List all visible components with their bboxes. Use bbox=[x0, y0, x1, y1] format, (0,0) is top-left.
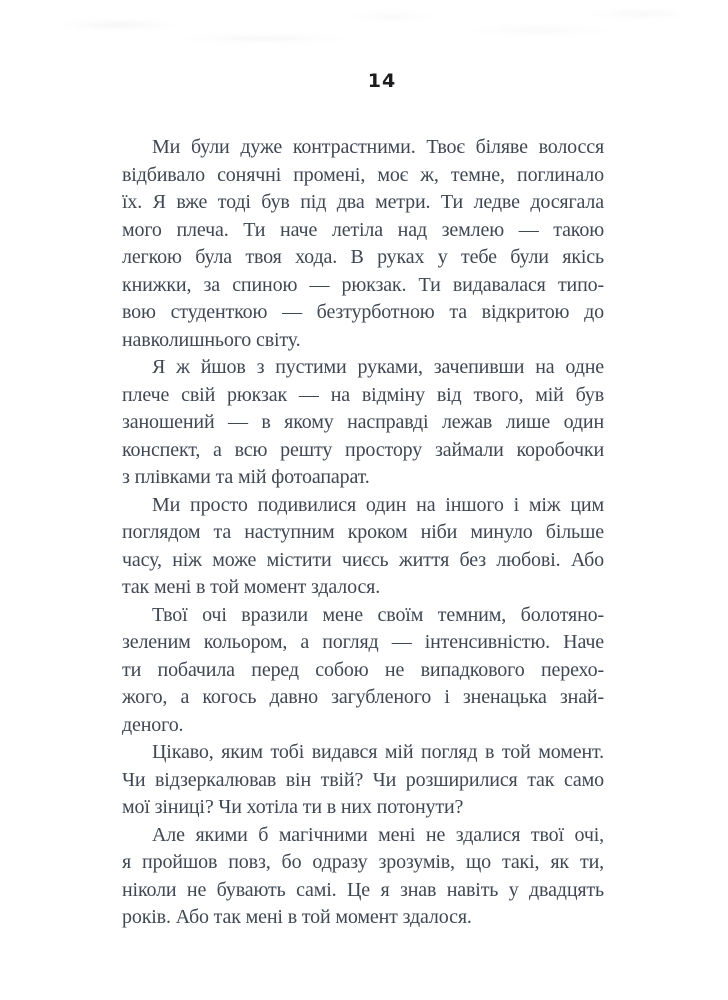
text-line: ніколи не бувають самі. Це я знав навіть у двадцять bbox=[122, 878, 604, 901]
text-line: заношений — в якому насправді лежав лише один bbox=[122, 411, 604, 433]
text-line: легкою була твоя хода. В руках у тебе були якісь bbox=[122, 246, 604, 268]
text-line: жого, а когось давно загубленого і зненацька знай- bbox=[122, 686, 604, 708]
text-line: Чи відзеркалював він твій? Чи розширилися так само bbox=[122, 768, 604, 791]
text-line: часу, ніж може містити чиєсь життя без любові. Або bbox=[122, 548, 604, 571]
text-line: Я ж йшов з пустими руками, зачепивши на одне bbox=[152, 356, 604, 378]
text-line: мої зіниці? Чи хотіла ти в них потонути? bbox=[122, 796, 464, 818]
page-number: 14 bbox=[367, 70, 397, 92]
text-line: вою студенткою — безтурботною та відкритою до bbox=[122, 301, 604, 323]
text-line: відбивало сонячні промені, моє ж, темне, поглинало bbox=[122, 163, 604, 186]
text-line: так мені в той момент здалося. bbox=[122, 576, 381, 598]
paragraph bbox=[122, 134, 604, 354]
page-bleed-artifact bbox=[40, 0, 680, 55]
text-line: Твої очі вразили мене своїм темним, болотяно- bbox=[152, 603, 604, 626]
text-line: я пройшов повз, бо одразу зрозумів, що такі, як ти, bbox=[122, 851, 604, 873]
text-line: книжки, за спиною — рюкзак. Ти видавалася типо- bbox=[122, 273, 604, 296]
text-line: навколишнього світу. bbox=[122, 328, 301, 351]
text-line: Ми були дуже контрастними. Твоє біляве волосся bbox=[152, 136, 604, 158]
text-line: Ми просто подивилися один на іншого і між цим bbox=[152, 493, 604, 516]
text-line: поглядом та наступним кроком ніби минуло більше bbox=[122, 521, 604, 543]
text-line: років. Або так мені в той момент здалося. bbox=[122, 906, 472, 928]
paragraph bbox=[122, 822, 604, 932]
text-line: деного. bbox=[122, 713, 184, 736]
text-line: мого плеча. Ти наче летіла над землею — такою bbox=[122, 218, 604, 241]
text-line: Але якими б магічними мені не здалися твої очі, bbox=[152, 823, 604, 846]
text-line: їх. Я вже тоді був під два метри. Ти ледве досягала bbox=[122, 191, 604, 213]
paragraph bbox=[122, 492, 604, 602]
text-line: ти побачила перед собою не випадкового перехо- bbox=[122, 658, 604, 681]
paragraph bbox=[122, 739, 604, 822]
text-line: конспект, а всю решту простору займали коробочки bbox=[122, 438, 604, 461]
text-line: плече свій рюкзак — на відміну від твого, мій був bbox=[122, 383, 604, 406]
paragraph bbox=[122, 354, 604, 492]
text-line: з плівками та мій фотоапарат. bbox=[122, 466, 370, 488]
body-text bbox=[122, 134, 604, 932]
text-line: Цікаво, яким тобі видався мій погляд в той момент. bbox=[152, 741, 604, 763]
paragraph bbox=[122, 602, 604, 740]
text-line: зеленим кольором, а погляд — інтенсивністю. Наче bbox=[122, 631, 604, 653]
